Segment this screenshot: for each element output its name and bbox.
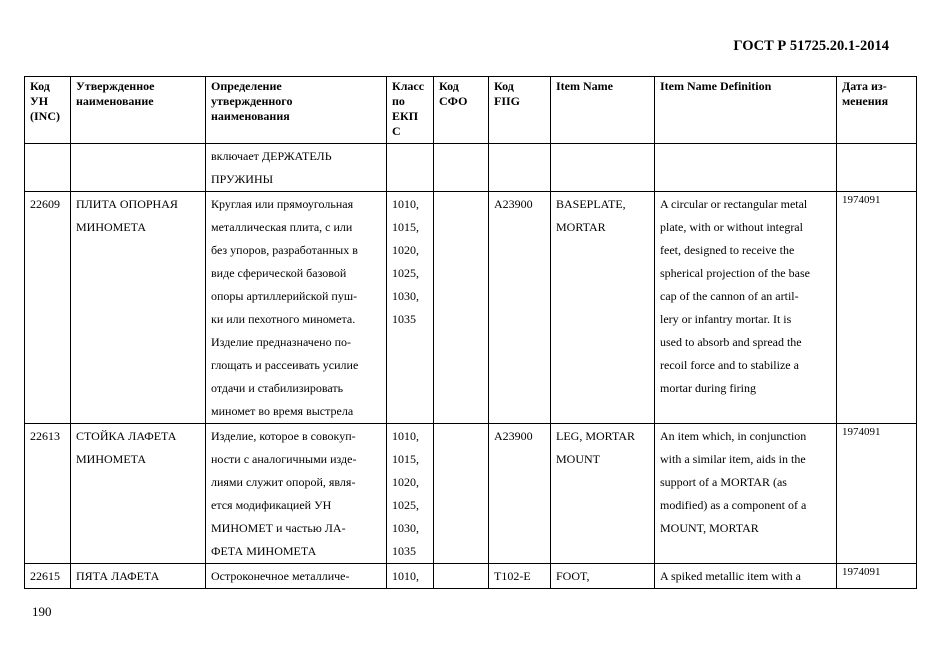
table-row (25, 424, 917, 564)
cell-item-definition (655, 424, 837, 564)
cell-item-definition (655, 192, 837, 424)
header-line: ЕКП (392, 109, 419, 123)
cell-line: A circular or rectangular metal (660, 197, 808, 211)
cell-line: виде сферической базовой (211, 266, 347, 280)
cell-line: 1015, (392, 220, 419, 234)
cell-line: An item which, in conjunction (660, 429, 807, 443)
header-line: С (392, 124, 401, 138)
cell-definition (206, 192, 387, 424)
header-line: наименования (211, 109, 290, 123)
cell-item-name (551, 564, 655, 589)
header-change-date (837, 77, 917, 144)
header-line: наименование (76, 94, 154, 108)
cell-inc (25, 144, 71, 192)
cell-line: ПЯТА ЛАФЕТА (76, 569, 160, 583)
cell-line: опоры артиллерийской пуш- (211, 289, 358, 303)
nomenclature-table (24, 76, 917, 589)
cell-line: СТОЙКА ЛАФЕТА (76, 429, 177, 443)
cell-approved-name (71, 564, 206, 589)
cell-line: 1035 (392, 544, 416, 558)
cell-line: modified) as a component of a (660, 498, 807, 512)
cell-item-name (551, 424, 655, 564)
cell-line: ПРУЖИНЫ (211, 172, 274, 186)
header-class (387, 77, 434, 144)
cell-sfo (434, 424, 489, 564)
cell-line: 1030, (392, 289, 419, 303)
cell-line: lery or infantry mortar. It is (660, 312, 792, 326)
table-row (25, 192, 917, 424)
header-line: менения (842, 94, 889, 108)
header-line: Код (494, 79, 514, 93)
cell-line: 1010, (392, 197, 419, 211)
cell-item-definition (655, 144, 837, 192)
cell-line: 1015, (392, 452, 419, 466)
cell-line: миномет во время выстрела (211, 404, 354, 418)
cell-fiig: T102-E (489, 564, 551, 589)
cell-line: A spiked metallic item with a (660, 569, 801, 583)
header-line: Item Name Definition (660, 79, 772, 93)
cell-line: лиями служит опорой, явля- (211, 475, 356, 489)
cell-item-definition (655, 564, 837, 589)
header-line: СФО (439, 94, 468, 108)
cell-inc: 22609 (25, 192, 71, 424)
cell-line: 1020, (392, 243, 419, 257)
cell-line: 1025, (392, 498, 419, 512)
header-fiig (489, 77, 551, 144)
cell-line: 1010, (392, 569, 419, 583)
header-line: (INC) (30, 109, 60, 123)
cell-line: with a similar item, aids in the (660, 452, 806, 466)
cell-line: Остроконечное металличе- (211, 569, 350, 583)
cell-line: включает ДЕРЖАТЕЛЬ (211, 149, 332, 163)
cell-definition (206, 564, 387, 589)
cell-approved-name (71, 192, 206, 424)
cell-line: ется модификацией УН (211, 498, 332, 512)
cell-line: ки или пехотного миномета. (211, 312, 356, 326)
cell-fiig (489, 144, 551, 192)
header-line: УН (30, 94, 49, 108)
cell-class (387, 424, 434, 564)
cell-change-date: 1974091 (837, 564, 917, 589)
cell-line: mortar during firing (660, 381, 756, 395)
cell-line: recoil force and to stabilize a (660, 358, 799, 372)
cell-item-name (551, 144, 655, 192)
cell-approved-name (71, 144, 206, 192)
cell-class (387, 192, 434, 424)
cell-line: Изделие предназначено по- (211, 335, 352, 349)
cell-change-date: 1974091 (837, 424, 917, 564)
header-line: Утвержденное (76, 79, 155, 93)
cell-line: 1035 (392, 312, 416, 326)
cell-line: ФЕТА МИНОМЕТА (211, 544, 317, 558)
cell-line: feet, designed to receive the (660, 243, 795, 257)
cell-fiig: A23900 (489, 424, 551, 564)
cell-line: FOOT, (556, 569, 590, 583)
cell-line: 1010, (392, 429, 419, 443)
cell-sfo (434, 564, 489, 589)
header-line: Item Name (556, 79, 613, 93)
cell-line: ПЛИТА ОПОРНАЯ (76, 197, 178, 211)
cell-line: 1030, (392, 521, 419, 535)
cell-definition (206, 424, 387, 564)
cell-class (387, 144, 434, 192)
cell-line: 1020, (392, 475, 419, 489)
header-line: по (392, 94, 405, 108)
header-sfo (434, 77, 489, 144)
cell-inc: 22615 (25, 564, 71, 589)
cell-line: глощать и рассеивать усилие (211, 358, 359, 372)
header-line: Дата из- (842, 79, 887, 93)
cell-line: used to absorb and spread the (660, 335, 802, 349)
header-approved-name (71, 77, 206, 144)
cell-line: MOUNT (556, 452, 600, 466)
header-line: Определение (211, 79, 282, 93)
cell-line: Круглая или прямоугольная (211, 197, 354, 211)
header-line: утвержденного (211, 94, 293, 108)
cell-approved-name (71, 424, 206, 564)
cell-item-name (551, 192, 655, 424)
cell-line: без упоров, разработанных в (211, 243, 358, 257)
cell-sfo (434, 144, 489, 192)
cell-line: spherical projection of the base (660, 266, 810, 280)
cell-change-date (837, 144, 917, 192)
cell-line: Изделие, которое в совокуп- (211, 429, 356, 443)
cell-fiig: A23900 (489, 192, 551, 424)
header-line: FIIG (494, 94, 521, 108)
cell-line: support of a MORTAR (as (660, 475, 787, 489)
cell-line: МИНОМЕТ и частью ЛА- (211, 521, 346, 535)
page-number: 190 (32, 604, 52, 619)
header-item-definition (655, 77, 837, 144)
header-line: Класс (392, 79, 425, 93)
cell-change-date: 1974091 (837, 192, 917, 424)
document-code: ГОСТ Р 51725.20.1-2014 (733, 38, 889, 54)
cell-line: ности с аналогичными изде- (211, 452, 357, 466)
header-item-name (551, 77, 655, 144)
cell-line: BASEPLATE, (556, 197, 626, 211)
table-row (25, 144, 917, 192)
table-row (25, 564, 917, 589)
cell-line: MORTAR (556, 220, 606, 234)
cell-line: металлическая плита, с или (211, 220, 353, 234)
cell-line: МИНОМЕТА (76, 452, 147, 466)
cell-line: 1025, (392, 266, 419, 280)
header-inc (25, 77, 71, 144)
header-line: Код (30, 79, 50, 93)
cell-line: отдачи и стабилизировать (211, 381, 344, 395)
cell-line: LEG, MORTAR (556, 429, 635, 443)
cell-inc: 22613 (25, 424, 71, 564)
cell-definition (206, 144, 387, 192)
header-definition (206, 77, 387, 144)
cell-class (387, 564, 434, 589)
header-line: Код (439, 79, 459, 93)
cell-line: MOUNT, MORTAR (660, 521, 759, 535)
cell-sfo (434, 192, 489, 424)
cell-line: cap of the cannon of an artil- (660, 289, 799, 303)
cell-line: plate, with or without integral (660, 220, 803, 234)
cell-line: МИНОМЕТА (76, 220, 147, 234)
table-header-row (25, 77, 917, 144)
